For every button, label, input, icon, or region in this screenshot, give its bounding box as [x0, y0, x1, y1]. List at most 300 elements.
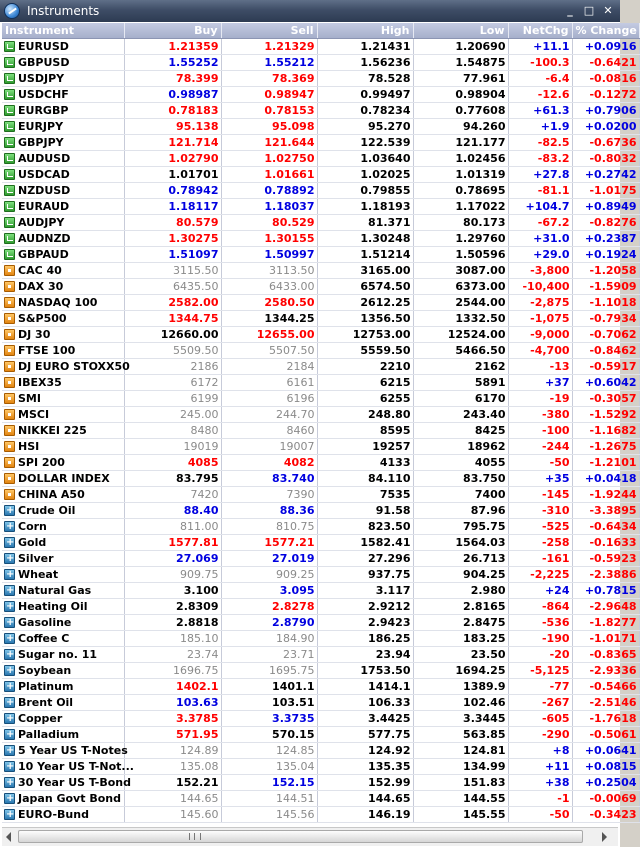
sell-cell[interactable]: 184.90: [221, 631, 317, 647]
instrument-cell[interactable]: [2, 183, 124, 199]
pct-change-cell: +0.7906: [572, 103, 639, 119]
instrument-cell[interactable]: [2, 55, 124, 71]
buy-cell[interactable]: 1.02790: [124, 151, 221, 167]
buy-cell[interactable]: 78.399: [124, 71, 221, 87]
table-row[interactable]: [2, 727, 639, 743]
pct-change-cell: -0.5466: [572, 679, 639, 695]
window-title: Instruments: [27, 4, 100, 18]
instrument-name: Corn: [18, 520, 47, 533]
sell-cell[interactable]: 6433.00: [221, 279, 317, 295]
buy-cell[interactable]: 2.8818: [124, 615, 221, 631]
instrument-cell[interactable]: [2, 87, 124, 103]
buy-cell[interactable]: 1.51097: [124, 247, 221, 263]
table-row[interactable]: [2, 455, 639, 471]
buy-cell[interactable]: 2.8309: [124, 599, 221, 615]
buy-cell[interactable]: 6172: [124, 375, 221, 391]
netchg-cell: -83.2: [508, 151, 572, 167]
table-row[interactable]: [2, 615, 639, 631]
buy-cell[interactable]: 144.65: [124, 791, 221, 807]
instrument-name: GBPAUD: [18, 248, 69, 261]
instrument-cell[interactable]: [2, 759, 134, 775]
index-icon: [4, 361, 15, 372]
table-row[interactable]: [2, 551, 639, 567]
buy-cell[interactable]: 6199: [124, 391, 221, 407]
low-cell: 77.961: [413, 71, 508, 87]
commodity-icon: [4, 777, 15, 788]
instrument-cell[interactable]: [2, 215, 124, 231]
netchg-cell: -9,000: [508, 327, 572, 343]
table-row[interactable]: [2, 55, 639, 71]
table-row[interactable]: [2, 583, 639, 599]
sell-cell[interactable]: 2184: [221, 359, 317, 375]
buy-cell[interactable]: 121.714: [124, 135, 221, 151]
instrument-name: CHINA A50: [18, 488, 85, 501]
netchg-cell: +11: [508, 759, 572, 775]
table-row[interactable]: [2, 199, 639, 215]
scroll-right-arrow-icon[interactable]: [602, 832, 607, 842]
instrument-cell[interactable]: [2, 455, 124, 471]
index-icon: [4, 441, 15, 452]
commodity-icon: [4, 649, 15, 660]
netchg-cell: -20: [508, 647, 572, 663]
netchg-cell: -19: [508, 391, 572, 407]
title-bar[interactable]: [0, 0, 620, 22]
commodity-icon: [4, 761, 15, 772]
sell-cell[interactable]: 3.3735: [221, 711, 317, 727]
table-row[interactable]: [2, 343, 639, 359]
instrument-cell[interactable]: [2, 247, 124, 263]
table-row[interactable]: [2, 119, 639, 135]
buy-cell[interactable]: 1577.81: [124, 535, 221, 551]
sell-cell[interactable]: 95.098: [221, 119, 317, 135]
table-row[interactable]: [2, 567, 639, 583]
table-row[interactable]: [2, 423, 639, 439]
commodity-icon: [4, 809, 15, 820]
table-row[interactable]: [2, 183, 639, 199]
instrument-cell[interactable]: [2, 503, 124, 519]
low-cell: 795.75: [413, 519, 508, 535]
table-row[interactable]: [2, 439, 639, 455]
table-row[interactable]: [2, 647, 639, 663]
instrument-cell[interactable]: [2, 39, 124, 55]
buy-cell[interactable]: 1.21359: [124, 39, 221, 55]
sell-cell[interactable]: 3113.50: [221, 263, 317, 279]
table-row[interactable]: [2, 167, 639, 183]
low-cell: 6373.00: [413, 279, 508, 295]
instrument-cell[interactable]: [2, 423, 124, 439]
sell-cell[interactable]: 2580.50: [221, 295, 317, 311]
pct-change-cell: +0.0815: [572, 759, 639, 775]
sell-cell[interactable]: 2.8790: [221, 615, 317, 631]
close-button[interactable]: ✕: [603, 4, 613, 17]
buy-cell[interactable]: 12660.00: [124, 327, 221, 343]
buy-cell[interactable]: 185.10: [124, 631, 221, 647]
high-cell: 0.78234: [317, 103, 413, 119]
table-row[interactable]: [2, 407, 639, 423]
table-row[interactable]: [2, 679, 639, 695]
buy-cell[interactable]: 145.60: [124, 807, 221, 823]
sell-cell[interactable]: 1.18037: [221, 199, 317, 215]
sell-cell[interactable]: 103.51: [221, 695, 317, 711]
instrument-cell[interactable]: [2, 551, 124, 567]
netchg-cell: +37: [508, 375, 572, 391]
sell-cell[interactable]: 1.21329: [221, 39, 317, 55]
netchg-cell: -81.1: [508, 183, 572, 199]
instrument-cell[interactable]: [2, 487, 124, 503]
commodity-icon: [4, 537, 15, 548]
buy-cell[interactable]: 80.579: [124, 215, 221, 231]
sell-cell[interactable]: 1.02750: [221, 151, 317, 167]
sell-cell[interactable]: 80.529: [221, 215, 317, 231]
currency-pair-icon: [4, 217, 15, 228]
high-cell: 6255: [317, 391, 413, 407]
commodity-icon: [4, 585, 15, 596]
instrument-name: NASDAQ 100: [18, 296, 98, 309]
sell-cell[interactable]: 145.56: [221, 807, 317, 823]
instrument-cell[interactable]: [2, 407, 124, 423]
buy-cell[interactable]: 2582.00: [124, 295, 221, 311]
buy-cell[interactable]: 83.795: [124, 471, 221, 487]
sell-cell[interactable]: 152.15: [221, 775, 317, 791]
netchg-cell: +35: [508, 471, 572, 487]
pct-change-cell: -1.5909: [572, 279, 639, 295]
netchg-cell: -3,800: [508, 263, 572, 279]
high-cell: 1414.1: [317, 679, 413, 695]
buy-cell[interactable]: 95.138: [124, 119, 221, 135]
instrument-name: EURGBP: [18, 104, 69, 117]
sell-cell[interactable]: 3.095: [221, 583, 317, 599]
buy-cell[interactable]: 571.95: [124, 727, 221, 743]
table-row[interactable]: [2, 215, 639, 231]
buy-cell[interactable]: 4085: [124, 455, 221, 471]
sell-cell[interactable]: 6196: [221, 391, 317, 407]
low-cell: 2.980: [413, 583, 508, 599]
column-header-netchg[interactable]: NetChg: [508, 23, 572, 39]
buy-cell[interactable]: 6435.50: [124, 279, 221, 295]
buy-cell[interactable]: 2186: [124, 359, 221, 375]
instrument-cell[interactable]: [2, 135, 124, 151]
table-row[interactable]: [2, 471, 639, 487]
sell-cell[interactable]: 2.8278: [221, 599, 317, 615]
table-row[interactable]: [2, 807, 639, 823]
sell-cell[interactable]: 1695.75: [221, 663, 317, 679]
low-cell: 0.98904: [413, 87, 508, 103]
table-row[interactable]: [2, 279, 639, 295]
low-cell: 8425: [413, 423, 508, 439]
buy-cell[interactable]: 1.55252: [124, 55, 221, 71]
low-cell: 1.50596: [413, 247, 508, 263]
table-row[interactable]: [2, 39, 639, 55]
instrument-cell[interactable]: [2, 775, 132, 791]
buy-cell[interactable]: 8480: [124, 423, 221, 439]
instrument-cell[interactable]: [2, 599, 124, 615]
table-row[interactable]: [2, 743, 639, 759]
netchg-cell: +24: [508, 583, 572, 599]
scroll-left-arrow-icon[interactable]: [6, 832, 11, 842]
horizontal-scrollbar[interactable]: [2, 827, 618, 846]
table-row[interactable]: [2, 135, 639, 151]
instrument-cell[interactable]: [2, 711, 124, 727]
low-cell: 2.8165: [413, 599, 508, 615]
sell-cell[interactable]: 78.369: [221, 71, 317, 87]
instrument-cell[interactable]: [2, 279, 124, 295]
netchg-cell: -864: [508, 599, 572, 615]
instrument-cell[interactable]: [2, 807, 124, 823]
low-cell: 1.29760: [413, 231, 508, 247]
netchg-cell: -145: [508, 487, 572, 503]
index-icon: [4, 329, 15, 340]
sell-cell[interactable]: 83.740: [221, 471, 317, 487]
pct-change-cell: +0.0641: [572, 743, 639, 759]
table-row[interactable]: [2, 631, 639, 647]
instrument-cell[interactable]: [2, 567, 124, 583]
table-row[interactable]: [2, 231, 639, 247]
high-cell: 2.9212: [317, 599, 413, 615]
sell-cell[interactable]: 6161: [221, 375, 317, 391]
instrument-name: GBPJPY: [18, 136, 64, 149]
table-row[interactable]: [2, 711, 639, 727]
table-row[interactable]: [2, 295, 639, 311]
low-cell: 3087.00: [413, 263, 508, 279]
sell-cell[interactable]: 0.78892: [221, 183, 317, 199]
buy-cell[interactable]: 811.00: [124, 519, 221, 535]
buy-cell[interactable]: 5509.50: [124, 343, 221, 359]
table-row[interactable]: [2, 103, 639, 119]
sell-cell[interactable]: 0.78153: [221, 103, 317, 119]
buy-cell[interactable]: 124.89: [124, 743, 221, 759]
table-row[interactable]: [2, 263, 639, 279]
table-row[interactable]: [2, 247, 639, 263]
netchg-cell: +31.0: [508, 231, 572, 247]
table-row[interactable]: [2, 791, 639, 807]
instrument-cell[interactable]: [2, 231, 124, 247]
sell-cell[interactable]: 1401.1: [221, 679, 317, 695]
pct-change-cell: -0.8276: [572, 215, 639, 231]
buy-cell[interactable]: 27.069: [124, 551, 221, 567]
instrument-cell[interactable]: [2, 311, 124, 327]
table-row[interactable]: [2, 311, 639, 327]
table-row[interactable]: [2, 663, 639, 679]
buy-cell[interactable]: 3.3785: [124, 711, 221, 727]
sell-cell[interactable]: 19007: [221, 439, 317, 455]
instrument-name: DAX 30: [18, 280, 64, 293]
buy-cell[interactable]: 0.98987: [124, 87, 221, 103]
low-cell: 18962: [413, 439, 508, 455]
low-cell: 1.54875: [413, 55, 508, 71]
sell-cell[interactable]: 1.01661: [221, 167, 317, 183]
buy-cell[interactable]: 23.74: [124, 647, 221, 663]
pct-change-cell: +0.1924: [572, 247, 639, 263]
pct-change-cell: -0.3057: [572, 391, 639, 407]
column-header-high[interactable]: High: [317, 23, 413, 39]
high-cell: 1582.41: [317, 535, 413, 551]
instrument-cell[interactable]: [2, 263, 124, 279]
instrument-cell[interactable]: [2, 631, 124, 647]
buy-cell[interactable]: 245.00: [124, 407, 221, 423]
commodity-icon: [4, 553, 15, 564]
minimize-button[interactable]: _: [567, 4, 573, 17]
sell-cell[interactable]: 909.25: [221, 567, 317, 583]
sell-cell[interactable]: 570.15: [221, 727, 317, 743]
buy-cell[interactable]: 135.08: [124, 759, 221, 775]
buy-cell[interactable]: 0.78942: [124, 183, 221, 199]
sell-cell[interactable]: 810.75: [221, 519, 317, 535]
netchg-cell: -290: [508, 727, 572, 743]
table-row[interactable]: [2, 151, 639, 167]
instrument-cell[interactable]: [2, 295, 124, 311]
buy-cell[interactable]: 103.63: [124, 695, 221, 711]
instrument-cell[interactable]: [2, 391, 124, 407]
instrument-cell[interactable]: [2, 615, 124, 631]
low-cell: 26.713: [413, 551, 508, 567]
low-cell: 563.85: [413, 727, 508, 743]
netchg-cell: -77: [508, 679, 572, 695]
high-cell: 2210: [317, 359, 413, 375]
instrument-cell[interactable]: [2, 151, 124, 167]
sell-cell[interactable]: 12655.00: [221, 327, 317, 343]
table-row[interactable]: [2, 519, 639, 535]
low-cell: 1.01319: [413, 167, 508, 183]
buy-cell[interactable]: 1696.75: [124, 663, 221, 679]
instrument-cell[interactable]: [2, 519, 124, 535]
sell-cell[interactable]: 1.55212: [221, 55, 317, 71]
column-header-sell[interactable]: Sell: [221, 23, 317, 39]
index-icon: [4, 425, 15, 436]
sell-cell[interactable]: 27.019: [221, 551, 317, 567]
high-cell: 135.35: [317, 759, 413, 775]
buy-cell[interactable]: 1.18117: [124, 199, 221, 215]
table-row[interactable]: [2, 695, 639, 711]
buy-cell[interactable]: 88.40: [124, 503, 221, 519]
sell-cell[interactable]: 7390: [221, 487, 317, 503]
table-row[interactable]: [2, 375, 639, 391]
table-row[interactable]: [2, 391, 639, 407]
column-header-pct-change[interactable]: % Change: [572, 23, 639, 39]
table-row[interactable]: [2, 359, 639, 375]
table-row[interactable]: [2, 599, 639, 615]
sell-cell[interactable]: 0.98947: [221, 87, 317, 103]
table-row[interactable]: [2, 535, 639, 551]
pct-change-cell: -0.0816: [572, 71, 639, 87]
instrument-name: AUDNZD: [18, 232, 71, 245]
table-row[interactable]: [2, 71, 639, 87]
sell-cell[interactable]: 1577.21: [221, 535, 317, 551]
instrument-cell[interactable]: [2, 375, 124, 391]
instrument-cell[interactable]: [2, 663, 124, 679]
commodity-icon: [4, 633, 15, 644]
column-header-buy[interactable]: Buy: [124, 23, 221, 39]
instrument-cell[interactable]: [2, 167, 124, 183]
instrument-cell[interactable]: [2, 727, 124, 743]
sell-cell[interactable]: 144.51: [221, 791, 317, 807]
instrument-cell[interactable]: [2, 535, 124, 551]
instrument-cell[interactable]: [2, 359, 130, 375]
currency-pair-icon: [4, 153, 15, 164]
table-row[interactable]: [2, 759, 639, 775]
low-cell: 1332.50: [413, 311, 508, 327]
sell-cell[interactable]: 88.36: [221, 503, 317, 519]
instrument-cell[interactable]: [2, 743, 128, 759]
low-cell: 124.81: [413, 743, 508, 759]
sell-cell[interactable]: 121.644: [221, 135, 317, 151]
instrument-cell[interactable]: [2, 791, 124, 807]
sell-cell[interactable]: 4082: [221, 455, 317, 471]
instrument-cell[interactable]: [2, 647, 124, 663]
buy-cell[interactable]: 3115.50: [124, 263, 221, 279]
buy-cell[interactable]: 0.78183: [124, 103, 221, 119]
sell-cell[interactable]: 5507.50: [221, 343, 317, 359]
low-cell: 145.55: [413, 807, 508, 823]
instrument-cell[interactable]: [2, 583, 124, 599]
instrument-cell[interactable]: [2, 199, 124, 215]
sell-cell[interactable]: 23.71: [221, 647, 317, 663]
high-cell: 0.79855: [317, 183, 413, 199]
buy-cell[interactable]: 19019: [124, 439, 221, 455]
instrument-cell[interactable]: [2, 71, 124, 87]
instrument-cell[interactable]: [2, 343, 124, 359]
sell-cell[interactable]: 8460: [221, 423, 317, 439]
instrument-name: USDCHF: [18, 88, 69, 101]
buy-cell[interactable]: 1344.75: [124, 311, 221, 327]
high-cell: 6215: [317, 375, 413, 391]
low-cell: 6170: [413, 391, 508, 407]
buy-cell[interactable]: 1402.1: [124, 679, 221, 695]
netchg-cell: -1,075: [508, 311, 572, 327]
instrument-name: Silver: [18, 552, 54, 565]
table-row[interactable]: [2, 775, 639, 791]
currency-pair-icon: [4, 57, 15, 68]
buy-cell[interactable]: 7420: [124, 487, 221, 503]
table-row[interactable]: [2, 487, 639, 503]
instrument-cell[interactable]: [2, 119, 124, 135]
netchg-cell: -2,225: [508, 567, 572, 583]
column-header-low[interactable]: Low: [413, 23, 508, 39]
netchg-cell: -100: [508, 423, 572, 439]
sell-cell[interactable]: 1.30155: [221, 231, 317, 247]
table-row[interactable]: [2, 503, 639, 519]
instrument-cell[interactable]: [2, 103, 124, 119]
instrument-name: NZDUSD: [18, 184, 71, 197]
instrument-cell[interactable]: [2, 439, 124, 455]
sell-cell[interactable]: 135.04: [221, 759, 317, 775]
buy-cell[interactable]: 3.100: [124, 583, 221, 599]
buy-cell[interactable]: 1.01701: [124, 167, 221, 183]
high-cell: 3165.00: [317, 263, 413, 279]
instrument-cell[interactable]: [2, 471, 124, 487]
instrument-cell[interactable]: [2, 695, 124, 711]
table-row[interactable]: [2, 87, 639, 103]
sell-cell[interactable]: 244.70: [221, 407, 317, 423]
buy-cell[interactable]: 909.75: [124, 567, 221, 583]
buy-cell[interactable]: 152.21: [124, 775, 221, 791]
scroll-thumb[interactable]: [18, 830, 583, 843]
low-cell: 80.173: [413, 215, 508, 231]
maximize-button[interactable]: □: [583, 4, 595, 17]
sell-cell[interactable]: 1344.25: [221, 311, 317, 327]
column-header-instrument[interactable]: Instrument: [2, 23, 124, 39]
instrument-cell[interactable]: [2, 327, 124, 343]
table-row[interactable]: [2, 327, 639, 343]
high-cell: 146.19: [317, 807, 413, 823]
netchg-cell: -5,125: [508, 663, 572, 679]
instrument-name: 30 Year US T-Bond: [18, 776, 132, 789]
sell-cell[interactable]: 1.50997: [221, 247, 317, 263]
sell-cell[interactable]: 124.85: [221, 743, 317, 759]
low-cell: 1.02456: [413, 151, 508, 167]
instrument-cell[interactable]: [2, 679, 124, 695]
buy-cell[interactable]: 1.30275: [124, 231, 221, 247]
low-cell: 2.8475: [413, 615, 508, 631]
